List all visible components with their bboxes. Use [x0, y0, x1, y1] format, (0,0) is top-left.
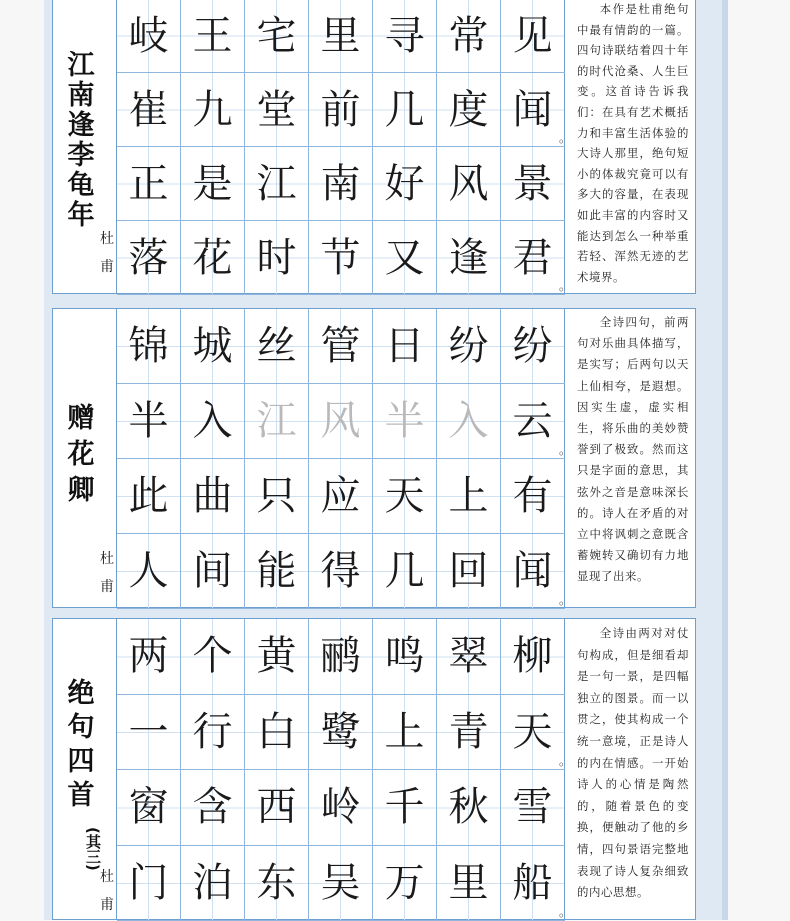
poem-character: 里 — [437, 861, 500, 905]
grid-cell — [437, 0, 501, 72]
grid-cell — [437, 73, 501, 146]
line-end-punctuation: 。 — [559, 132, 571, 144]
poem-character: 个 — [181, 634, 244, 678]
grid-cell — [117, 147, 181, 220]
grid-cell — [309, 619, 373, 694]
grid-cell — [309, 459, 373, 533]
grid-cell — [245, 309, 309, 383]
poem-section-1 — [52, 0, 696, 294]
author-char: 杜 — [97, 225, 117, 253]
poem-character: 船 — [501, 861, 564, 905]
poem-character: 岭 — [309, 785, 372, 829]
grid-cell — [117, 309, 181, 383]
poem-character: 闻 — [501, 88, 564, 132]
line-end-punctuation: 。 — [559, 755, 571, 767]
poem-character: 风 — [437, 162, 500, 206]
grid-cell — [309, 147, 373, 220]
poem-line — [117, 619, 565, 695]
poem-character: 能 — [245, 549, 308, 593]
grid-cell — [181, 0, 245, 72]
grid-cell — [437, 384, 501, 458]
poem-character: 回 — [437, 549, 500, 593]
poem-line — [117, 309, 565, 384]
grid-cell — [437, 695, 501, 770]
poem-commentary: 全诗由两对对仗句构成，但是细看却是一句一景，是四幅独立的图景。而一以贯之，使其构成一个统一意境，正是诗人的内在情感。一开始诗人的心情是陶然的，随着景色的变换，便触动了他的乡情，四句景语完整地表现了诗人复杂细致的内心思想。 — [567, 619, 697, 919]
poem-character: 行 — [181, 710, 244, 754]
grid-cell — [181, 147, 245, 220]
grid-cell — [373, 695, 437, 770]
poem-character: 上 — [437, 474, 500, 518]
poem-character: 白 — [245, 710, 308, 754]
poem-character: 几 — [373, 88, 436, 132]
poem-line — [117, 459, 565, 534]
title-char: 四 — [65, 745, 97, 779]
author-char: 甫 — [97, 891, 117, 919]
author-char: 甫 — [97, 573, 117, 601]
poem-character: 时 — [245, 236, 308, 280]
poem-character: 雪 — [501, 785, 564, 829]
grid-cell — [373, 770, 437, 845]
poem-character: 黄 — [245, 634, 308, 678]
grid-cell — [181, 846, 245, 921]
grid-cell — [117, 221, 181, 294]
grid-cell — [245, 221, 309, 294]
title-char: 年 — [65, 201, 97, 231]
grid-cell — [373, 309, 437, 383]
line-end-punctuation: 。 — [559, 906, 571, 918]
poem-character: 西 — [245, 785, 308, 829]
grid-cell — [373, 459, 437, 533]
grid-cell — [181, 73, 245, 146]
grid-cell — [373, 384, 437, 458]
grid-cell — [309, 309, 373, 383]
grid-cell — [437, 846, 501, 921]
grid-cell — [245, 0, 309, 72]
grid-cell — [437, 770, 501, 845]
poem-character: 锦 — [117, 324, 180, 368]
poem-character: 云 — [501, 399, 564, 443]
grid-cell — [245, 73, 309, 146]
poem-character: 君 — [501, 236, 564, 280]
poem-character: 人 — [117, 549, 180, 593]
grid-cell — [373, 534, 437, 608]
poem-character: 里 — [309, 14, 372, 58]
title-char: 卿 — [65, 473, 97, 509]
poem-character: 前 — [309, 88, 372, 132]
grid-cell — [245, 459, 309, 533]
title-char: 江 — [65, 51, 97, 81]
grid-cell — [309, 0, 373, 72]
title-char: 绝 — [65, 677, 97, 711]
poem-character: 此 — [117, 474, 180, 518]
poem-character: 纷 — [501, 324, 564, 368]
grid-cell — [181, 695, 245, 770]
grid-cell — [437, 309, 501, 383]
grid-cell — [117, 695, 181, 770]
poem-character: 闻 — [501, 549, 564, 593]
grid-cell — [309, 770, 373, 845]
title-char: 龟 — [65, 171, 97, 201]
grid-cell — [245, 846, 309, 921]
poem-character: 好 — [373, 162, 436, 206]
grid-cell — [181, 384, 245, 458]
grid-cell — [117, 459, 181, 533]
poem-character: 常 — [437, 14, 500, 58]
grid-cell — [181, 534, 245, 608]
grid-cell — [245, 384, 309, 458]
poem-line — [117, 73, 565, 147]
grid-cell — [117, 73, 181, 146]
poem-author — [97, 863, 117, 919]
grid-cell — [309, 73, 373, 146]
poem-character: 门 — [117, 861, 180, 905]
poem-subtitle: (其三) — [71, 819, 103, 879]
poem-character: 万 — [373, 861, 436, 905]
poem-character: 泊 — [181, 861, 244, 905]
grid-cell — [245, 619, 309, 694]
grid-cell — [117, 619, 181, 694]
author-char: 杜 — [97, 863, 117, 891]
poem-character: 是 — [181, 162, 244, 206]
grid-cell — [181, 221, 245, 294]
title-char: 南 — [65, 81, 97, 111]
poem-character: 九 — [181, 88, 244, 132]
poem-line — [117, 770, 565, 846]
grid-cell — [501, 846, 565, 921]
grid-cell — [117, 0, 181, 72]
poem-grid — [117, 619, 565, 921]
grid-cell — [437, 619, 501, 694]
title-column — [53, 309, 117, 607]
grid-cell — [501, 459, 565, 533]
grid-cell — [181, 619, 245, 694]
poem-character: 柳 — [501, 634, 564, 678]
poem-character: 鹭 — [309, 710, 372, 754]
poem-character: 入 — [181, 399, 244, 443]
grid-cell — [373, 619, 437, 694]
poem-character: 天 — [501, 710, 564, 754]
grid-cell — [501, 534, 565, 608]
poem-character: 窗 — [117, 785, 180, 829]
poem-character: 得 — [309, 549, 372, 593]
poem-character: 见 — [501, 14, 564, 58]
poem-character: 崔 — [117, 88, 180, 132]
title-char: 李 — [65, 141, 97, 171]
grid-cell — [437, 147, 501, 220]
poem-character: 天 — [373, 474, 436, 518]
grid-cell — [245, 147, 309, 220]
poem-character: 节 — [309, 236, 372, 280]
grid-cell — [437, 459, 501, 533]
poem-grid — [117, 0, 565, 295]
title-column — [53, 0, 117, 293]
grid-cell — [117, 534, 181, 608]
grid-cell — [501, 221, 565, 294]
poem-character: 有 — [501, 474, 564, 518]
poem-character: 景 — [501, 162, 564, 206]
grid-cell — [501, 73, 565, 146]
grid-cell — [245, 695, 309, 770]
grid-cell — [373, 846, 437, 921]
poem-character: 岐 — [117, 14, 180, 58]
poem-line — [117, 0, 565, 73]
poem-character: 曲 — [181, 474, 244, 518]
poem-character: 花 — [181, 236, 244, 280]
title-char: 花 — [65, 437, 97, 473]
poem-character: 又 — [373, 236, 436, 280]
grid-cell — [117, 846, 181, 921]
poem-character: 半 — [373, 399, 436, 443]
poem-character: 江 — [245, 399, 308, 443]
poem-title — [65, 677, 97, 813]
poem-character: 度 — [437, 88, 500, 132]
poem-character: 千 — [373, 785, 436, 829]
poem-character: 宅 — [245, 14, 308, 58]
poem-section-3 — [52, 618, 696, 920]
poem-line — [117, 534, 565, 609]
poem-grid — [117, 309, 565, 609]
poem-character: 秋 — [437, 785, 500, 829]
poem-character: 吴 — [309, 861, 372, 905]
grid-cell — [309, 534, 373, 608]
poem-line — [117, 147, 565, 221]
poem-character: 纷 — [437, 324, 500, 368]
poem-commentary: 本作是杜甫绝句中最有情韵的一篇。四句诗联结着四十年的时代沧桑、人生巨变。这首诗告诉我们：在具有艺术概括力和丰富生活体验的大诗人那里，绝句短小的体裁究竟可以有多大的容量，在表现如此丰富的内容时又能达到怎么一种举重若轻、浑然无迹的艺术境界。 — [567, 0, 697, 293]
poem-character: 管 — [309, 324, 372, 368]
poem-title — [65, 51, 97, 231]
poem-character: 逢 — [437, 236, 500, 280]
grid-cell — [501, 384, 565, 458]
poem-character: 几 — [373, 549, 436, 593]
line-end-punctuation: 。 — [559, 594, 571, 606]
poem-line — [117, 695, 565, 771]
poem-character: 寻 — [373, 14, 436, 58]
grid-cell — [117, 384, 181, 458]
line-end-punctuation: 。 — [559, 444, 571, 456]
poem-character: 城 — [181, 324, 244, 368]
poem-character: 日 — [373, 324, 436, 368]
poem-character: 江 — [245, 162, 308, 206]
poem-character: 间 — [181, 549, 244, 593]
poem-character: 东 — [245, 861, 308, 905]
poem-character: 风 — [309, 399, 372, 443]
poem-character: 正 — [117, 162, 180, 206]
grid-cell — [309, 221, 373, 294]
grid-cell — [373, 147, 437, 220]
title-char: 赠 — [65, 401, 97, 437]
grid-cell — [117, 770, 181, 845]
grid-cell — [373, 73, 437, 146]
grid-cell — [501, 770, 565, 845]
poem-commentary: 全诗四句，前两句对乐曲具体描写，是实写；后两句以天上仙相夸，是遐想。因实生虚，虚实相生，将乐曲的美妙赞誉到了极致。然而这只是字面的意思，其弦外之音是意味深长的。诗人在矛盾的对立中将讽刺之意既含蓄婉转又确切有力地显现了出来。 — [567, 309, 697, 607]
grid-cell — [501, 147, 565, 220]
title-column — [53, 619, 117, 919]
grid-cell — [245, 770, 309, 845]
grid-cell — [245, 534, 309, 608]
grid-cell — [309, 846, 373, 921]
poem-line — [117, 384, 565, 459]
poem-author — [97, 225, 117, 281]
poem-character: 王 — [181, 14, 244, 58]
grid-cell — [501, 309, 565, 383]
grid-cell — [181, 309, 245, 383]
poem-character: 堂 — [245, 88, 308, 132]
poem-character: 只 — [245, 474, 308, 518]
poem-character: 鹂 — [309, 634, 372, 678]
poem-character: 青 — [437, 710, 500, 754]
line-end-punctuation: 。 — [559, 280, 571, 292]
poem-line — [117, 221, 565, 295]
poem-character: 南 — [309, 162, 372, 206]
poem-character: 丝 — [245, 324, 308, 368]
author-char: 甫 — [97, 253, 117, 281]
title-char: 首 — [65, 779, 97, 813]
poem-character: 两 — [117, 634, 180, 678]
poem-character: 应 — [309, 474, 372, 518]
poem-line — [117, 846, 565, 921]
poem-character: 入 — [437, 399, 500, 443]
author-char: 杜 — [97, 545, 117, 573]
grid-cell — [501, 0, 565, 72]
grid-cell — [373, 0, 437, 72]
poem-character: 一 — [117, 710, 180, 754]
poem-character: 落 — [117, 236, 180, 280]
grid-cell — [437, 534, 501, 608]
poem-author — [97, 545, 117, 601]
grid-cell — [309, 384, 373, 458]
poem-character: 翠 — [437, 634, 500, 678]
title-char: 逢 — [65, 111, 97, 141]
poem-character: 上 — [373, 710, 436, 754]
poem-character: 含 — [181, 785, 244, 829]
poem-title — [65, 401, 97, 509]
grid-cell — [437, 221, 501, 294]
poem-character: 鸣 — [373, 634, 436, 678]
poem-character: 半 — [117, 399, 180, 443]
grid-cell — [309, 695, 373, 770]
grid-cell — [373, 221, 437, 294]
title-char: 句 — [65, 711, 97, 745]
poem-section-2 — [52, 308, 696, 608]
grid-cell — [501, 695, 565, 770]
grid-cell — [181, 770, 245, 845]
grid-cell — [181, 459, 245, 533]
grid-cell — [501, 619, 565, 694]
